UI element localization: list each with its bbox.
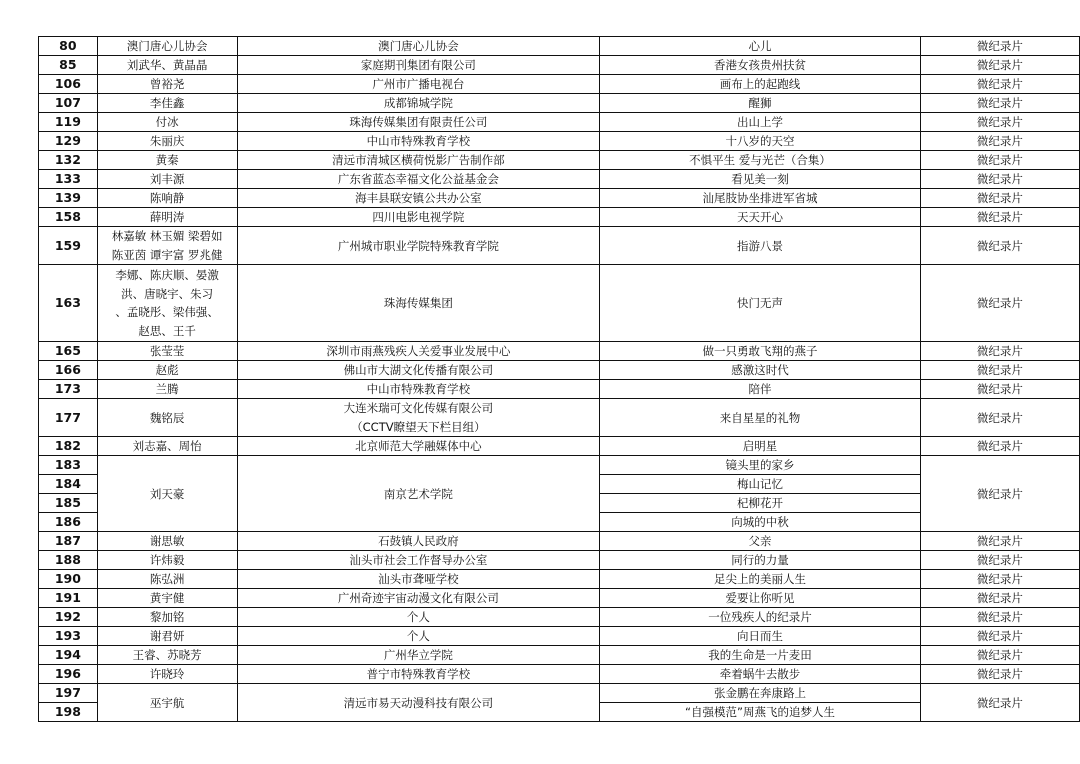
entry-number: 80 bbox=[39, 37, 98, 56]
work-title-cell: 出山上学 bbox=[600, 113, 921, 132]
table-row bbox=[39, 646, 1080, 665]
table-row bbox=[39, 665, 1080, 684]
entry-number: 191 bbox=[39, 589, 98, 608]
author-cell: 魏铭辰 bbox=[97, 399, 237, 437]
category-cell: 微纪录片 bbox=[920, 646, 1079, 665]
table-row bbox=[39, 551, 1080, 570]
category-cell: 微纪录片 bbox=[920, 627, 1079, 646]
work-title-cell: 杞柳花开 bbox=[600, 494, 921, 513]
organization-cell: 广州市广播电视台 bbox=[237, 75, 600, 94]
entry-number: 133 bbox=[39, 170, 98, 189]
table-row bbox=[39, 380, 1080, 399]
work-title-cell: 不惧平生 爱与光芒（合集） bbox=[600, 151, 921, 170]
organization-cell: 成都锦城学院 bbox=[237, 94, 600, 113]
entry-number: 183 bbox=[39, 456, 98, 475]
organization-cell: 珠海传媒集团有限责任公司 bbox=[237, 113, 600, 132]
work-title-cell: 足尖上的美丽人生 bbox=[600, 570, 921, 589]
work-title-cell: 梅山记忆 bbox=[600, 475, 921, 494]
category-cell: 微纪录片 bbox=[920, 342, 1079, 361]
entry-number: 192 bbox=[39, 608, 98, 627]
work-title-cell: 十八岁的天空 bbox=[600, 132, 921, 151]
category-cell: 微纪录片 bbox=[920, 665, 1079, 684]
entry-number: 177 bbox=[39, 399, 98, 437]
entry-number: 132 bbox=[39, 151, 98, 170]
table-row bbox=[39, 532, 1080, 551]
table-row bbox=[39, 75, 1080, 94]
work-title-cell: 一位残疾人的纪录片 bbox=[600, 608, 921, 627]
category-cell: 微纪录片 bbox=[920, 75, 1079, 94]
category-cell: 微纪录片 bbox=[920, 684, 1079, 722]
organization-cell: 石鼓镇人民政府 bbox=[237, 532, 600, 551]
organization-cell-line: 大连米瑞可文化传媒有限公司 bbox=[343, 401, 494, 415]
table-row bbox=[39, 37, 1080, 56]
author-cell: 张莹莹 bbox=[97, 342, 237, 361]
author-cell: 黎加铭 bbox=[97, 608, 237, 627]
work-title-cell: 画布上的起跑线 bbox=[600, 75, 921, 94]
work-title-cell: 看见美一刻 bbox=[600, 170, 921, 189]
entry-number: 165 bbox=[39, 342, 98, 361]
entry-number: 159 bbox=[39, 227, 98, 265]
work-title-cell: 同行的力量 bbox=[600, 551, 921, 570]
work-title-cell: “自强模范”周燕飞的追梦人生 bbox=[600, 703, 921, 722]
organization-cell: 北京师范大学融媒体中心 bbox=[237, 437, 600, 456]
author-cell: 刘丰源 bbox=[97, 170, 237, 189]
author-cell: 李佳鑫 bbox=[97, 94, 237, 113]
organization-cell: 深圳市雨燕残疾人关爱事业发展中心 bbox=[237, 342, 600, 361]
category-cell: 微纪录片 bbox=[920, 608, 1079, 627]
author-cell-line: 李娜、陈庆顺、晏激 bbox=[115, 268, 219, 282]
entry-number: 163 bbox=[39, 265, 98, 342]
organization-cell: 海丰县联安镇公共办公室 bbox=[237, 189, 600, 208]
organization-cell bbox=[237, 399, 600, 437]
table-row bbox=[39, 265, 1080, 342]
organization-cell: 清远市清城区横荷悦影广告制作部 bbox=[237, 151, 600, 170]
table-row bbox=[39, 132, 1080, 151]
work-title-cell: 陪伴 bbox=[600, 380, 921, 399]
organization-cell: 汕头市社会工作督导办公室 bbox=[237, 551, 600, 570]
entry-number: 185 bbox=[39, 494, 98, 513]
work-title-cell: 父亲 bbox=[600, 532, 921, 551]
organization-cell: 广州奇迹宇宙动漫文化有限公司 bbox=[237, 589, 600, 608]
author-cell: 许晓玲 bbox=[97, 665, 237, 684]
entry-number: 184 bbox=[39, 475, 98, 494]
category-cell: 微纪录片 bbox=[920, 532, 1079, 551]
author-cell: 黄宇健 bbox=[97, 589, 237, 608]
table-row bbox=[39, 627, 1080, 646]
author-cell: 刘天豪 bbox=[97, 456, 237, 532]
organization-cell: 珠海传媒集团 bbox=[237, 265, 600, 342]
author-cell: 兰腾 bbox=[97, 380, 237, 399]
table-row bbox=[39, 170, 1080, 189]
work-title-cell: 做一只勇敢飞翔的燕子 bbox=[600, 342, 921, 361]
entry-number: 139 bbox=[39, 189, 98, 208]
table-row bbox=[39, 151, 1080, 170]
category-cell: 微纪录片 bbox=[920, 456, 1079, 532]
author-cell bbox=[97, 265, 237, 342]
category-cell: 微纪录片 bbox=[920, 37, 1079, 56]
table-row bbox=[39, 227, 1080, 265]
author-cell: 赵彪 bbox=[97, 361, 237, 380]
entry-number: 188 bbox=[39, 551, 98, 570]
work-title-cell: 张金鹏在奔康路上 bbox=[600, 684, 921, 703]
organization-cell: 广州华立学院 bbox=[237, 646, 600, 665]
table-body bbox=[39, 37, 1080, 722]
author-cell-line: 林嘉敏 林玉媚 梁碧如 bbox=[111, 229, 223, 243]
organization-cell: 佛山市大湖文化传播有限公司 bbox=[237, 361, 600, 380]
entry-number: 85 bbox=[39, 56, 98, 75]
category-cell: 微纪录片 bbox=[920, 399, 1079, 437]
entry-number: 166 bbox=[39, 361, 98, 380]
category-cell: 微纪录片 bbox=[920, 113, 1079, 132]
entry-number: 196 bbox=[39, 665, 98, 684]
entry-number: 197 bbox=[39, 684, 98, 703]
entry-number: 187 bbox=[39, 532, 98, 551]
work-title-cell: 牵着蜗牛去散步 bbox=[600, 665, 921, 684]
work-title-cell: 天天开心 bbox=[600, 208, 921, 227]
entry-number: 182 bbox=[39, 437, 98, 456]
organization-cell: 个人 bbox=[237, 608, 600, 627]
organization-cell: 个人 bbox=[237, 627, 600, 646]
author-cell: 薛明涛 bbox=[97, 208, 237, 227]
organization-cell: 广东省蓝态幸福文化公益基金会 bbox=[237, 170, 600, 189]
author-cell: 许炜毅 bbox=[97, 551, 237, 570]
organization-cell: 中山市特殊教育学校 bbox=[237, 132, 600, 151]
author-cell-line: 赵思、王千 bbox=[138, 323, 196, 338]
table-row bbox=[39, 113, 1080, 132]
author-cell: 曾裕尧 bbox=[97, 75, 237, 94]
table-row bbox=[39, 94, 1080, 113]
category-cell: 微纪录片 bbox=[920, 589, 1079, 608]
organization-cell: 清远市易天动漫科技有限公司 bbox=[237, 684, 600, 722]
category-cell: 微纪录片 bbox=[920, 189, 1079, 208]
table-row bbox=[39, 684, 1080, 703]
work-title-cell: 来自星星的礼物 bbox=[600, 399, 921, 437]
table-row bbox=[39, 208, 1080, 227]
author-cell: 刘志嘉、周怡 bbox=[97, 437, 237, 456]
author-cell: 陈响静 bbox=[97, 189, 237, 208]
work-title-cell: 指游八景 bbox=[600, 227, 921, 265]
entry-number: 194 bbox=[39, 646, 98, 665]
entry-number: 193 bbox=[39, 627, 98, 646]
work-title-cell: 心儿 bbox=[600, 37, 921, 56]
organization-cell: 南京艺术学院 bbox=[237, 456, 600, 532]
organization-cell: 家庭期刊集团有限公司 bbox=[237, 56, 600, 75]
entry-number: 129 bbox=[39, 132, 98, 151]
author-cell: 谢思敏 bbox=[97, 532, 237, 551]
author-cell: 巫宇航 bbox=[97, 684, 237, 722]
table-row bbox=[39, 342, 1080, 361]
author-cell-line: 洪、唐晓宇、朱习 bbox=[121, 286, 214, 301]
organization-cell: 澳门唐心儿协会 bbox=[237, 37, 600, 56]
author-cell: 付冰 bbox=[97, 113, 237, 132]
table-row bbox=[39, 608, 1080, 627]
category-cell: 微纪录片 bbox=[920, 132, 1079, 151]
work-title-cell: 汕尾肢协坐排进军省城 bbox=[600, 189, 921, 208]
author-cell: 刘武华、黄晶晶 bbox=[97, 56, 237, 75]
table-row bbox=[39, 437, 1080, 456]
organization-cell: 汕头市聋哑学校 bbox=[237, 570, 600, 589]
organization-cell-line: （CCTV瞭望天下栏目组） bbox=[351, 419, 486, 434]
entry-number: 106 bbox=[39, 75, 98, 94]
table-row bbox=[39, 570, 1080, 589]
author-cell: 陈弘洲 bbox=[97, 570, 237, 589]
category-cell: 微纪录片 bbox=[920, 437, 1079, 456]
entry-number: 190 bbox=[39, 570, 98, 589]
entry-number: 119 bbox=[39, 113, 98, 132]
table-row bbox=[39, 56, 1080, 75]
author-cell: 朱丽庆 bbox=[97, 132, 237, 151]
work-title-cell: 启明星 bbox=[600, 437, 921, 456]
category-cell: 微纪录片 bbox=[920, 380, 1079, 399]
author-cell: 黄秦 bbox=[97, 151, 237, 170]
category-cell: 微纪录片 bbox=[920, 94, 1079, 113]
work-title-cell: 醒狮 bbox=[600, 94, 921, 113]
table-row bbox=[39, 361, 1080, 380]
entry-number: 186 bbox=[39, 513, 98, 532]
organization-cell: 广州城市职业学院特殊教育学院 bbox=[237, 227, 600, 265]
work-title-cell: 爱要让你听见 bbox=[600, 589, 921, 608]
author-cell: 王睿、苏晓芳 bbox=[97, 646, 237, 665]
table-row bbox=[39, 189, 1080, 208]
author-cell bbox=[97, 227, 237, 265]
author-cell-line: 、孟晓彤、梁伟强、 bbox=[115, 305, 219, 319]
organization-cell: 四川电影电视学院 bbox=[237, 208, 600, 227]
entry-number: 198 bbox=[39, 703, 98, 722]
table-row bbox=[39, 399, 1080, 437]
author-cell-line: 陈亚茵 谭宇富 罗兆健 bbox=[111, 247, 223, 262]
organization-cell: 中山市特殊教育学校 bbox=[237, 380, 600, 399]
category-cell: 微纪录片 bbox=[920, 265, 1079, 342]
category-cell: 微纪录片 bbox=[920, 208, 1079, 227]
author-cell: 谢君妍 bbox=[97, 627, 237, 646]
category-cell: 微纪录片 bbox=[920, 227, 1079, 265]
category-cell: 微纪录片 bbox=[920, 551, 1079, 570]
table-row bbox=[39, 456, 1080, 475]
organization-cell: 普宁市特殊教育学校 bbox=[237, 665, 600, 684]
award-table bbox=[38, 36, 1080, 722]
work-title-cell: 快门无声 bbox=[600, 265, 921, 342]
entry-number: 107 bbox=[39, 94, 98, 113]
work-title-cell: 我的生命是一片麦田 bbox=[600, 646, 921, 665]
work-title-cell: 感激这时代 bbox=[600, 361, 921, 380]
category-cell: 微纪录片 bbox=[920, 361, 1079, 380]
entry-number: 158 bbox=[39, 208, 98, 227]
author-cell: 澳门唐心儿协会 bbox=[97, 37, 237, 56]
work-title-cell: 向城的中秋 bbox=[600, 513, 921, 532]
category-cell: 微纪录片 bbox=[920, 170, 1079, 189]
category-cell: 微纪录片 bbox=[920, 570, 1079, 589]
entry-number: 173 bbox=[39, 380, 98, 399]
category-cell: 微纪录片 bbox=[920, 151, 1079, 170]
work-title-cell: 镜头里的家乡 bbox=[600, 456, 921, 475]
work-title-cell: 向日而生 bbox=[600, 627, 921, 646]
work-title-cell: 香港女孩贵州扶贫 bbox=[600, 56, 921, 75]
category-cell: 微纪录片 bbox=[920, 56, 1079, 75]
award-list-sheet bbox=[38, 36, 1080, 722]
table-row bbox=[39, 589, 1080, 608]
